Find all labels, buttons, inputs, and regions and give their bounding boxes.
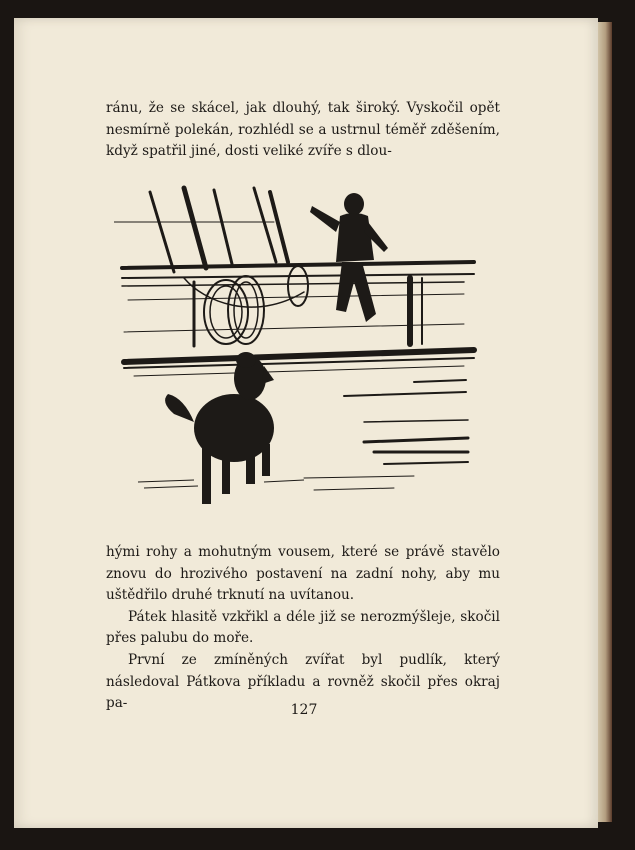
paragraph-top [106, 98, 500, 163]
figure-silhouette [310, 193, 388, 322]
paragraph-continuation: hými rohy a mohutným vousem, které se právě stavělo znovu do hrozivého postavení na zadní nohy, aby mu uštědřilo druhé trknutí na uvítanou. [106, 544, 500, 604]
paragraph-2: Pátek hlasitě vzkřikl a déle již se nerozmýšleje, skočil přes palubu do moře. [106, 608, 500, 647]
page-number: 127 [290, 702, 318, 718]
illustration-ship-deck-dog [114, 182, 484, 514]
paragraph-top-text: ránu, že se skácel, jak dlouhý, tak široký. Vyskočil opět nesmírně polekán, rozhlédl se a ustrnul téměř zděšením, když spatřil jiné, dosti veliké zvíře s dlou- [106, 100, 500, 160]
paragraph-bottom [106, 542, 500, 715]
book-page [14, 18, 598, 828]
paragraph-3: První ze zmíněných zvířat byl pudlík, který následoval Pátkova příkladu a rovněž skočil přes okraj pa- [106, 651, 500, 712]
